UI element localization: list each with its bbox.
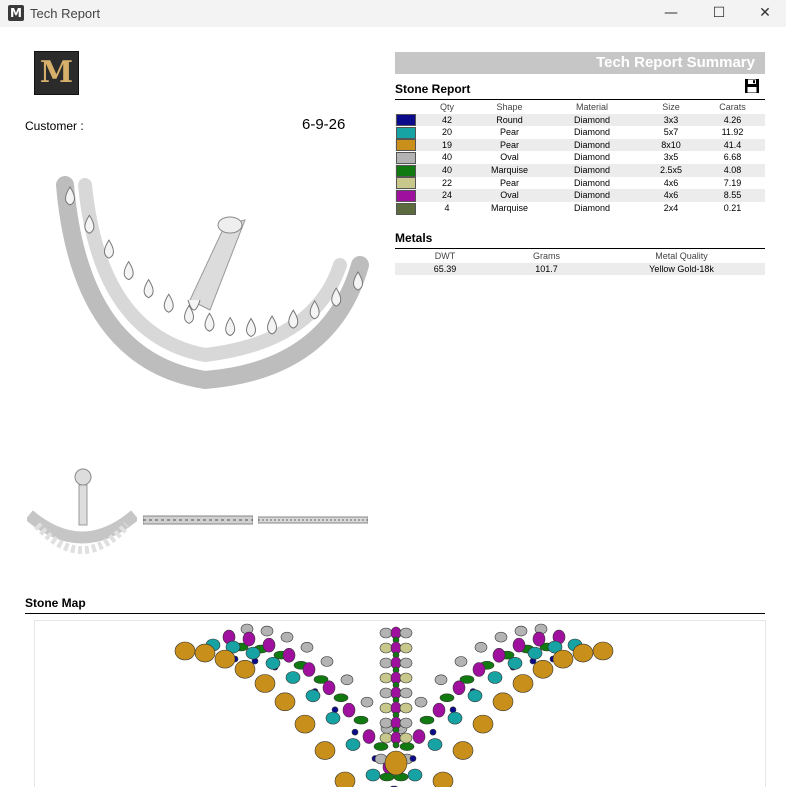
logo-letter: M	[39, 55, 74, 90]
stone-size: 3x3	[642, 114, 700, 127]
stone-map-stone	[380, 733, 392, 743]
stone-map-stone	[354, 716, 368, 724]
stone-map-stone	[533, 632, 545, 646]
stone-shape: Oval	[500, 152, 519, 163]
table-row	[395, 189, 765, 202]
stone-shape: Oval	[477, 189, 542, 202]
stone-map-stone	[513, 675, 533, 693]
stone-map-stone	[352, 729, 358, 735]
stone-map-stone	[513, 638, 525, 652]
stone-map-panel	[34, 620, 766, 787]
stone-map-stone	[393, 742, 399, 748]
stone-map-stone	[243, 632, 255, 646]
pendant-stone	[289, 310, 298, 328]
jewelry-render-main	[40, 170, 380, 400]
color-swatch	[396, 127, 416, 139]
stone-shape: Marquise	[477, 164, 542, 177]
close-button[interactable]: ✕	[759, 5, 771, 21]
stone-qty: 24	[417, 189, 477, 202]
stone-map-stone	[301, 642, 313, 652]
stone-map-stone	[410, 756, 416, 762]
save-icon[interactable]	[744, 78, 760, 94]
color-swatch	[396, 177, 416, 189]
stone-map-stone	[380, 703, 392, 713]
stone-color-swatch	[395, 189, 417, 202]
stone-map-stone	[366, 769, 380, 781]
pendant-stone	[124, 262, 133, 280]
pendant-stone	[268, 316, 277, 334]
stone-map-stone	[380, 718, 392, 728]
thumbnail-front-view	[27, 465, 137, 570]
stone-map-stone	[473, 663, 485, 677]
table-header-row	[395, 101, 765, 114]
color-swatch	[396, 152, 416, 164]
pendant-stone	[247, 319, 256, 337]
color-swatch	[396, 114, 416, 126]
stone-map-stone	[493, 693, 513, 711]
column-header: DWT	[434, 251, 456, 261]
stone-map-stone	[380, 628, 392, 638]
metal-grams: 101.7	[495, 263, 598, 276]
table-row	[395, 177, 765, 190]
stone-material: Diamond	[542, 114, 642, 127]
stone-shape: Round	[477, 114, 542, 127]
metals-divider	[395, 248, 765, 249]
pendant-stone	[104, 240, 113, 258]
stone-carats: 7.19	[723, 177, 742, 188]
stone-map-canvas	[35, 621, 765, 787]
stone-carats: 11.92	[721, 127, 744, 138]
stone-map-divider	[25, 613, 765, 614]
stone-map-stone	[380, 658, 392, 668]
stone-size: 5x7	[663, 127, 679, 138]
stone-map-stone	[363, 730, 375, 744]
stone-map-stone	[433, 703, 445, 717]
stone-color-swatch	[395, 151, 417, 164]
stone-map-stone	[593, 642, 613, 660]
color-swatch	[396, 190, 416, 202]
stone-map-stone	[380, 643, 392, 653]
stone-map-stone	[468, 690, 482, 702]
stone-shape: Pear	[477, 139, 542, 152]
color-swatch	[396, 139, 416, 151]
stone-map-stone	[374, 743, 388, 751]
stone-map-stone	[281, 632, 293, 642]
stone-map-stone	[400, 733, 412, 743]
stone-map-stone	[420, 716, 434, 724]
table-row	[395, 151, 765, 164]
stone-map-stone	[255, 675, 275, 693]
table-header-row	[395, 250, 765, 263]
stone-map-stone	[475, 642, 487, 652]
column-header: Size	[662, 102, 680, 112]
stone-carats: 4.08	[700, 164, 765, 177]
stone-qty: 42	[417, 114, 477, 127]
customer-date: 6-9-26	[302, 116, 346, 133]
stone-map-stone	[553, 650, 573, 668]
stone-carats: 41.4	[700, 139, 765, 152]
table-row	[395, 164, 765, 177]
stone-map-stone	[286, 672, 300, 684]
stone-map-stone	[528, 647, 542, 659]
stone-map-stone	[435, 675, 447, 685]
stone-map-stone	[323, 681, 335, 695]
stone-map-stone	[341, 675, 353, 685]
stone-map-stone	[495, 632, 507, 642]
stone-map-stone	[261, 626, 273, 636]
stone-material: Diamond	[573, 202, 611, 213]
company-logo	[34, 51, 79, 95]
stone-map-stone	[573, 644, 593, 662]
thumbnail-top-view	[258, 514, 368, 526]
stone-map-stone	[326, 712, 340, 724]
stone-map-stone	[346, 739, 360, 751]
stone-map-stone	[400, 703, 412, 713]
stone-report-table	[395, 101, 765, 215]
stone-map-stone	[415, 697, 427, 707]
stone-map-stone	[400, 673, 412, 683]
table-row	[395, 263, 765, 276]
stone-map-stone	[400, 658, 412, 668]
stone-map-stone	[321, 657, 333, 667]
stone-color-swatch	[395, 126, 417, 139]
stone-map-stone	[488, 672, 502, 684]
stone-map-stone	[448, 712, 462, 724]
color-swatch	[396, 203, 416, 215]
customer-label: Customer :	[25, 119, 84, 133]
stone-map-stone	[295, 715, 315, 733]
stone-map-stone	[303, 663, 315, 677]
stone-map-stone	[430, 729, 436, 735]
thumbnail-side-view	[143, 511, 253, 529]
stone-map-stone	[400, 718, 412, 728]
stone-color-swatch	[395, 114, 417, 127]
stone-qty: 4	[444, 202, 450, 213]
stone-map-stone	[380, 673, 392, 683]
stone-material: Diamond	[573, 177, 611, 188]
stone-map-stone	[400, 643, 412, 653]
stone-map-stone	[361, 697, 373, 707]
stone-map-stone	[453, 742, 473, 760]
stone-map-stone	[343, 703, 355, 717]
metals-heading: Metals	[395, 231, 433, 245]
stone-size: 2x4	[663, 202, 679, 213]
column-header: Grams	[533, 251, 560, 261]
stone-map-stone	[428, 739, 442, 751]
pendant-stone	[226, 318, 235, 336]
table-row	[395, 114, 765, 127]
table-row	[395, 202, 765, 215]
stone-size: 4x6	[663, 177, 679, 188]
stone-map-stone	[315, 742, 335, 760]
stone-carats: 4.26	[700, 114, 765, 127]
window-title: Tech Report	[30, 6, 101, 21]
stone-color-swatch	[395, 202, 417, 215]
stone-qty: 19	[417, 139, 477, 152]
stone-map-stone	[400, 628, 412, 638]
stone-shape: Pear	[499, 177, 519, 188]
window-titlebar	[0, 0, 786, 27]
stone-size: 3x5	[663, 152, 679, 163]
stone-qty: 20	[441, 127, 452, 138]
table-row	[395, 139, 765, 152]
stone-map-stone	[175, 642, 195, 660]
stone-map-heading: Stone Map	[25, 596, 86, 610]
pendant-stone	[164, 294, 173, 312]
stone-material: Diamond	[573, 152, 611, 163]
stone-map-stone	[235, 660, 255, 678]
minimize-button[interactable]: —	[664, 5, 678, 21]
stone-map-stone	[334, 694, 348, 702]
stone-map-stone	[515, 626, 527, 636]
stone-map-stone	[266, 657, 280, 669]
table-row	[395, 126, 765, 139]
stone-map-stone	[380, 688, 392, 698]
column-header: Shape	[496, 102, 523, 112]
stone-map-stone	[508, 657, 522, 669]
stone-map-stone	[385, 751, 407, 775]
swatch-header	[395, 101, 417, 114]
stone-map-stone	[413, 730, 425, 744]
stone-map-stone	[335, 772, 355, 787]
stone-material: Diamond	[542, 139, 642, 152]
pendant-stone	[205, 313, 214, 331]
summary-title: Tech Report Summary	[596, 54, 755, 71]
stone-carats: 0.21	[723, 202, 742, 213]
column-header: Material	[575, 102, 608, 112]
stone-material: Diamond	[573, 127, 611, 138]
stone-map-stone	[473, 715, 493, 733]
stone-map-stone	[195, 644, 215, 662]
stone-map-stone	[246, 647, 260, 659]
column-header: Carats	[719, 102, 746, 112]
stone-material: Diamond	[542, 189, 642, 202]
pendant-stone	[144, 280, 153, 298]
stone-color-swatch	[395, 139, 417, 152]
stone-color-swatch	[395, 177, 417, 190]
column-header: Qty	[439, 102, 454, 112]
metal-dwt: 65.39	[395, 263, 495, 276]
metals-table	[395, 250, 765, 275]
color-swatch	[396, 165, 416, 177]
stone-color-swatch	[395, 164, 417, 177]
stone-qty: 40	[441, 152, 452, 163]
summary-header	[395, 52, 765, 74]
stone-carats: 8.55	[700, 189, 765, 202]
metal-quality: Yellow Gold-18k	[598, 263, 765, 276]
stone-shape: Pear	[499, 127, 519, 138]
stone-map-stone	[283, 648, 295, 662]
stone-material: Diamond	[542, 164, 642, 177]
stone-shape: Marquise	[490, 202, 528, 213]
stone-map-stone	[275, 693, 295, 711]
stone-report-divider	[395, 99, 765, 100]
stone-size: 2.5x5	[642, 164, 700, 177]
stone-report-heading: Stone Report	[395, 82, 471, 96]
stone-qty: 22	[441, 177, 452, 188]
stone-map-stone	[440, 694, 454, 702]
stone-map-stone	[263, 638, 275, 652]
stone-carats: 6.68	[723, 152, 742, 163]
stone-map-stone	[400, 743, 414, 751]
stone-map-stone	[455, 657, 467, 667]
app-icon: M	[8, 5, 24, 21]
stone-map-stone	[533, 660, 553, 678]
stone-size: 8x10	[642, 139, 700, 152]
stone-size: 4x6	[642, 189, 700, 202]
stone-map-stone	[215, 650, 235, 668]
stone-map-stone	[493, 648, 505, 662]
stone-map-stone	[408, 769, 422, 781]
stone-map-stone	[453, 681, 465, 695]
stone-qty: 40	[417, 164, 477, 177]
maximize-button[interactable]: ☐	[712, 5, 726, 21]
stone-map-stone	[306, 690, 320, 702]
stone-map-stone	[433, 772, 453, 787]
stone-map-stone	[400, 688, 412, 698]
column-header: Metal Quality	[655, 251, 708, 261]
